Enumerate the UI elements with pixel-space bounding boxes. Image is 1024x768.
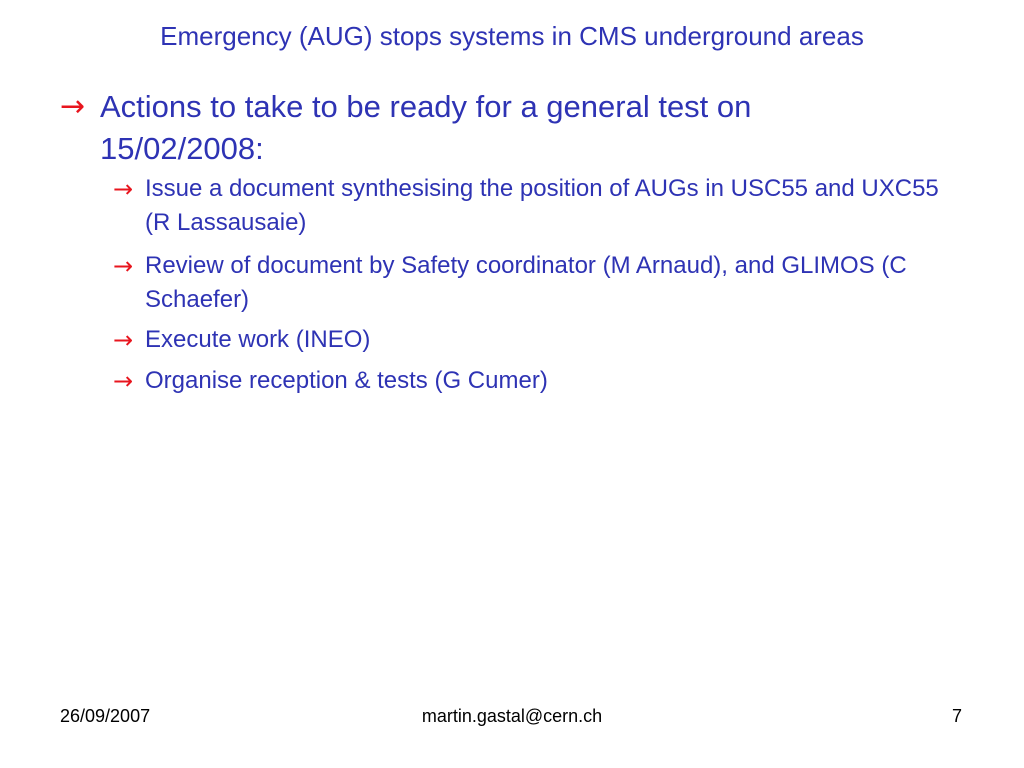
footer-date: 26/09/2007 xyxy=(60,706,151,726)
arrow-bullet-icon: → xyxy=(60,89,86,124)
sub-bullet-text: Organise reception & tests (G Cumer) xyxy=(145,367,548,394)
arrow-bullet-icon: → xyxy=(113,252,134,280)
main-bullet xyxy=(60,86,860,170)
sub-bullet-text: Review of document by Safety coordinator (M Arnaud), and GLIMOS (C Schaefer) xyxy=(145,252,907,313)
arrow-bullet-icon: → xyxy=(113,175,134,203)
sub-bullet-2 xyxy=(113,249,965,317)
sub-bullet-text: Execute work (INEO) xyxy=(145,326,371,353)
footer-email: martin.gastal@cern.ch xyxy=(421,706,603,726)
sub-bullet-3 xyxy=(113,323,965,357)
arrow-bullet-icon: → xyxy=(113,367,134,395)
arrow-bullet-icon: → xyxy=(113,326,134,354)
sub-bullet-1 xyxy=(113,172,965,240)
main-bullet-text: Actions to take to be ready for a general test on 15/02/2008: xyxy=(100,89,752,166)
sub-bullet-4 xyxy=(113,364,965,398)
slide-title: Emergency (AUG) stops systems in CMS underground areas xyxy=(160,21,864,51)
sub-bullet-text: Issue a document synthesising the position of AUGs in USC55 and UXC55 (R Lassausaie) xyxy=(145,175,939,236)
footer-page-number: 7 xyxy=(951,706,962,726)
